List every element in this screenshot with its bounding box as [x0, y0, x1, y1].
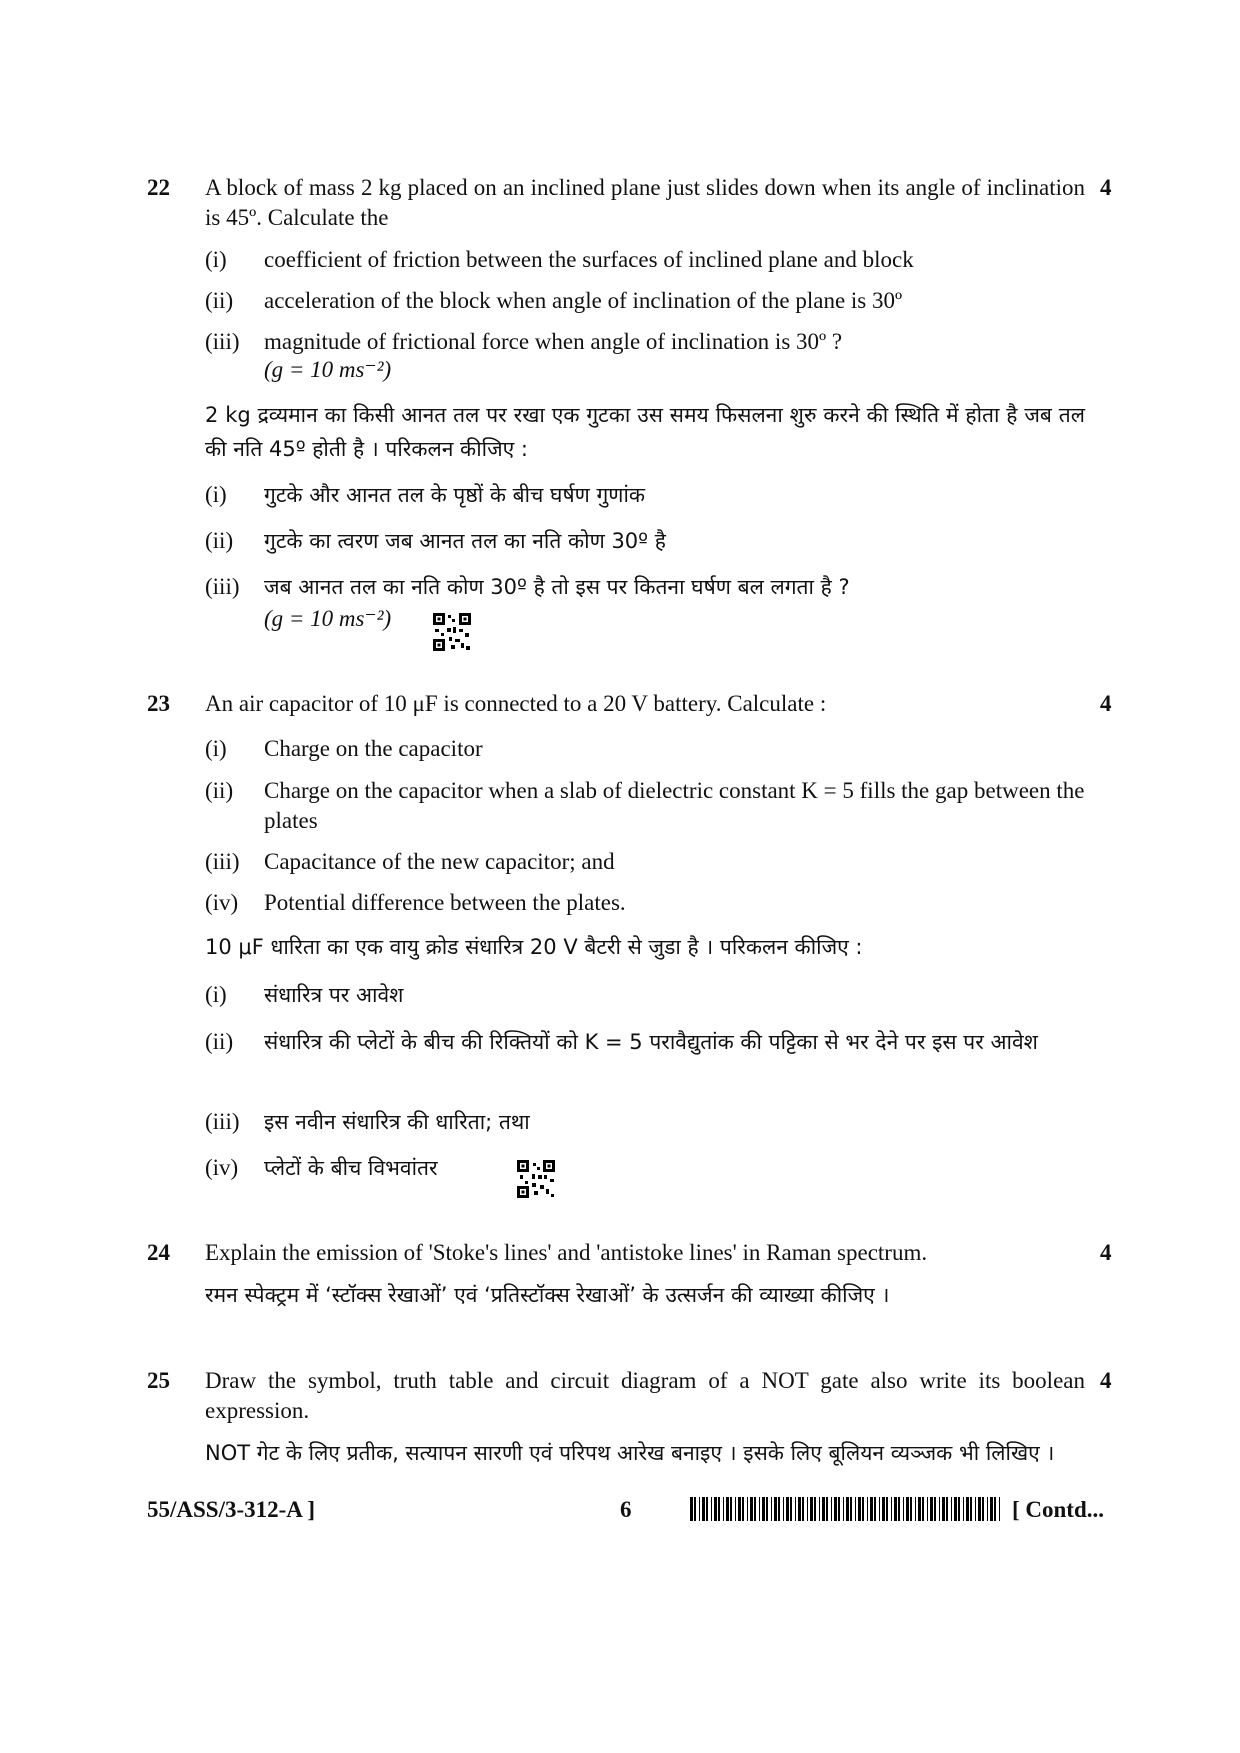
sub-question-text: Charge on the capacitor	[264, 736, 483, 761]
paper-code: 55/ASS/3-312-A ]	[147, 1497, 316, 1522]
barcode-bar	[843, 1497, 844, 1521]
barcode-bar	[850, 1497, 852, 1521]
question-number: 25	[147, 1368, 170, 1393]
sub-question	[205, 604, 1085, 634]
barcode-bar	[754, 1497, 756, 1521]
barcode-bar	[879, 1497, 880, 1521]
barcode-bar	[942, 1497, 945, 1521]
sub-question-number: (iii)	[205, 849, 240, 874]
barcode-bar	[690, 1497, 693, 1521]
sub-question-number: (iv)	[205, 1155, 239, 1180]
sub-question	[205, 888, 1085, 918]
barcode-bar	[930, 1497, 933, 1521]
barcode-bar	[954, 1497, 957, 1521]
barcode-bar	[915, 1497, 916, 1521]
question-marks: 4	[1100, 1368, 1112, 1393]
sub-question-text: Capacitance of the new capacitor; and	[264, 849, 615, 874]
barcode-bar	[735, 1497, 736, 1521]
barcode-bar	[898, 1497, 900, 1521]
sub-question-text: जब आनत तल का नति कोण 30º है तो इस पर कितना घर्षण बल लगता है ?	[264, 575, 850, 599]
sub-question-number: (i)	[205, 982, 227, 1007]
barcode-bar	[927, 1497, 928, 1521]
barcode-bar	[711, 1497, 712, 1521]
barcode-bar	[774, 1497, 777, 1521]
barcode-bar	[699, 1497, 700, 1521]
barcode-bar	[858, 1497, 861, 1521]
sub-question	[205, 478, 1085, 512]
question-number: 23	[147, 691, 170, 716]
sub-question-text: magnitude of frictional force when angle of inclination is 30º ?	[264, 329, 843, 354]
barcode-icon	[690, 1497, 1000, 1521]
sub-question	[205, 847, 1085, 877]
barcode-bar	[999, 1497, 1000, 1521]
barcode-bar	[778, 1497, 780, 1521]
sub-question-number: (iii)	[205, 1109, 240, 1134]
question-text-hi: 2 kg द्रव्यमान का किसी आनत तल पर रखा एक गुटका उस समय फिसलना शुरु करने की स्थिति में होता है जब तल की नति 45º होती है । परिकलन कीजिए :	[205, 403, 1085, 461]
sub-question	[205, 570, 1085, 604]
question-number: 24	[147, 1240, 170, 1265]
sub-question	[205, 286, 1085, 316]
barcode-bar	[966, 1497, 969, 1521]
sub-question-number: (iii)	[205, 329, 240, 354]
barcode-bar	[939, 1497, 940, 1521]
barcode-bar	[819, 1497, 820, 1521]
sub-question-text: संधारित्र की प्लेटों के बीच की रिक्तियों को K = 5 परावैद्युतांक की पट्टिका से भर देने पर इस पर आवेश	[264, 1030, 1038, 1054]
barcode-bar	[831, 1497, 832, 1521]
barcode-bar	[814, 1497, 816, 1521]
sub-question-number: (i)	[205, 482, 227, 507]
sub-question-number: (i)	[205, 247, 227, 272]
barcode-bar	[862, 1497, 864, 1521]
barcode-bar	[750, 1497, 753, 1521]
barcode-bar	[783, 1497, 784, 1521]
barcode-bar	[894, 1497, 897, 1521]
sub-question-number: (iv)	[205, 890, 239, 915]
barcode-bar	[795, 1497, 796, 1521]
sub-question	[205, 355, 1085, 385]
sub-question	[205, 776, 1085, 836]
sub-question	[205, 1151, 1085, 1185]
gravity-value: (g = 10 ms⁻²)	[264, 357, 392, 382]
barcode-bar	[838, 1497, 840, 1521]
barcode-bar	[978, 1497, 981, 1521]
question-text-en: Draw the symbol, truth table and circuit diagram of a NOT gate also write its boolean expression.	[205, 1368, 1085, 1423]
barcode-bar	[706, 1497, 708, 1521]
barcode-bar	[994, 1497, 996, 1521]
question-number: 22	[147, 175, 170, 200]
question-text-hi: 10 μF धारिता का एक वायु क्रोड संधारित्र 20 V बैटरी से जुडा है । परिकलन कीजिए :	[205, 935, 863, 959]
barcode-bar	[694, 1497, 696, 1521]
barcode-bar	[802, 1497, 804, 1521]
sub-question-number: (ii)	[205, 288, 234, 313]
barcode-bar	[870, 1497, 873, 1521]
sub-question-number: (i)	[205, 736, 227, 761]
sub-question	[205, 734, 1085, 764]
sub-question-text: acceleration of the block when angle of inclination of the plane is 30º	[264, 288, 903, 313]
barcode-bar	[738, 1497, 741, 1521]
barcode-bar	[786, 1497, 789, 1521]
sub-question-number: (ii)	[205, 528, 234, 553]
sub-question	[205, 1025, 1085, 1059]
barcode-bar	[958, 1497, 960, 1521]
barcode-bar	[886, 1497, 888, 1521]
barcode-bar	[718, 1497, 720, 1521]
sub-question-text: गुटके का त्वरण जब आनत तल का नति कोण 30º है	[264, 529, 666, 553]
sub-question	[205, 524, 1085, 558]
barcode-bar	[798, 1497, 801, 1521]
barcode-bar	[982, 1497, 984, 1521]
barcode-bar	[846, 1497, 849, 1521]
gravity-value: (g = 10 ms⁻²)	[264, 606, 392, 631]
qr-code-icon	[433, 613, 471, 651]
barcode-bar	[874, 1497, 876, 1521]
barcode-bar	[714, 1497, 717, 1521]
page-number: 6	[620, 1497, 632, 1522]
barcode-bar	[855, 1497, 856, 1521]
barcode-bar	[975, 1497, 976, 1521]
barcode-bar	[807, 1497, 808, 1521]
barcode-bar	[766, 1497, 768, 1521]
barcode-bar	[891, 1497, 892, 1521]
contd-label: [ Contd...	[1012, 1497, 1105, 1522]
sub-question-number: (ii)	[205, 778, 234, 803]
sub-question-text: प्लेटों के बीच विभवांतर	[264, 1156, 438, 1180]
sub-question-text: संधारित्र पर आवेश	[264, 983, 404, 1007]
barcode-bar	[726, 1497, 729, 1521]
barcode-bar	[946, 1497, 948, 1521]
barcode-bar	[918, 1497, 921, 1521]
barcode-bar	[987, 1497, 988, 1521]
barcode-bar	[790, 1497, 792, 1521]
sub-question-number: (ii)	[205, 1029, 234, 1054]
barcode-bar	[867, 1497, 868, 1521]
sub-question-text: Potential difference between the plates.	[264, 890, 626, 915]
barcode-bar	[759, 1497, 760, 1521]
barcode-bar	[882, 1497, 885, 1521]
sub-question-text: Charge on the capacitor when a slab of dielectric constant K = 5 fills the gap between the plates	[264, 778, 1085, 833]
question-text-hi: रमन स्पेक्ट्रम में ‘स्टॉक्स रेखाओं’ एवं ‘प्रतिस्टॉक्स रेखाओं’ के उत्सर्जन की व्याख्या कीजिए ।	[205, 1283, 890, 1307]
barcode-bar	[990, 1497, 993, 1521]
sub-question	[205, 245, 1085, 275]
sub-question	[205, 1105, 1085, 1139]
barcode-bar	[834, 1497, 837, 1521]
question-text-en: An air capacitor of 10 μF is connected to a 20 V battery. Calculate :	[205, 691, 827, 716]
barcode-bar	[906, 1497, 909, 1521]
barcode-bar	[822, 1497, 825, 1521]
sub-question-text: coefficient of friction between the surfaces of inclined plane and block	[264, 247, 914, 272]
barcode-bar	[742, 1497, 744, 1521]
sub-question-text: गुटके और आनत तल के पृष्ठों के बीच घर्षण गुणांक	[264, 483, 646, 507]
barcode-bar	[810, 1497, 813, 1521]
sub-question-text: इस नवीन संधारित्र की धारिता; तथा	[264, 1110, 530, 1134]
question-text-hi: NOT गेट के लिए प्रतीक, सत्यापन सारणी एवं परिपथ आरेख बनाइए । इसके लिए बूलियन व्यञ्जक भी लिखिए ।	[205, 1441, 1055, 1465]
barcode-bar	[762, 1497, 765, 1521]
question-marks: 4	[1100, 1240, 1112, 1265]
sub-question	[205, 978, 1085, 1012]
barcode-bar	[730, 1497, 732, 1521]
barcode-bar	[771, 1497, 772, 1521]
question-text-en: Explain the emission of 'Stoke's lines' and 'antistoke lines' in Raman spectrum.	[205, 1240, 928, 1265]
barcode-bar	[951, 1497, 952, 1521]
barcode-bar	[910, 1497, 912, 1521]
qr-code-icon	[517, 1160, 555, 1198]
barcode-bar	[747, 1497, 748, 1521]
sub-question	[205, 327, 1085, 357]
question-text-en: A block of mass 2 kg placed on an inclined plane just slides down when its angle of inclination is 45º. Calculate the	[205, 175, 1085, 230]
question-marks: 4	[1100, 691, 1112, 716]
barcode-bar	[723, 1497, 724, 1521]
barcode-bar	[903, 1497, 904, 1521]
barcode-bar	[702, 1497, 705, 1521]
barcode-bar	[963, 1497, 964, 1521]
question-marks: 4	[1100, 175, 1112, 200]
barcode-bar	[934, 1497, 936, 1521]
barcode-bar	[970, 1497, 972, 1521]
sub-question-number: (iii)	[205, 574, 240, 599]
barcode-bar	[826, 1497, 828, 1521]
barcode-bar	[922, 1497, 924, 1521]
